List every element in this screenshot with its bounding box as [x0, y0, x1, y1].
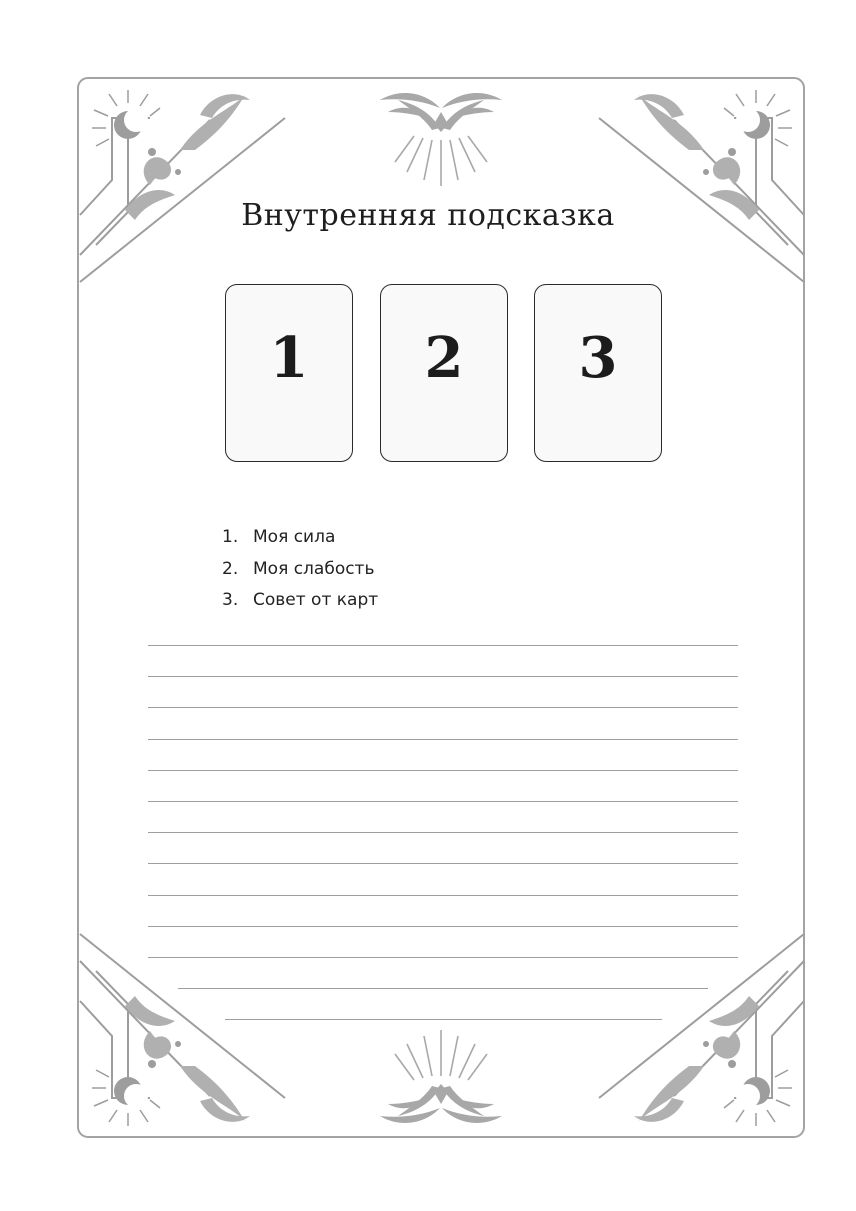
- writing-line[interactable]: [148, 676, 738, 677]
- item-number: 1.: [222, 527, 239, 547]
- writing-line[interactable]: [148, 770, 738, 771]
- writing-line[interactable]: [225, 1019, 662, 1020]
- list-item: [222, 554, 378, 586]
- writing-line[interactable]: [148, 863, 738, 864]
- card-slot-2: [380, 284, 508, 462]
- page-title: Внутренняя подсказка: [241, 198, 615, 233]
- writing-line[interactable]: [148, 832, 738, 833]
- item-label: Моя сила: [253, 527, 336, 547]
- card-slot-3: [534, 284, 662, 462]
- item-label: Совет от карт: [253, 590, 379, 610]
- writing-line[interactable]: [148, 895, 738, 896]
- list-item: [222, 585, 378, 617]
- writing-line[interactable]: [178, 988, 708, 989]
- writing-line[interactable]: [148, 739, 738, 740]
- item-label: Моя слабость: [253, 558, 375, 579]
- card-slot-1: [225, 284, 353, 462]
- writing-line[interactable]: [148, 707, 738, 708]
- writing-line[interactable]: [148, 957, 738, 958]
- writing-line[interactable]: [148, 926, 738, 927]
- card-number: 2: [424, 325, 464, 391]
- card-number: 3: [578, 325, 618, 391]
- item-number: 3.: [222, 590, 239, 610]
- item-number: 2.: [222, 558, 239, 579]
- writing-line[interactable]: [148, 801, 738, 802]
- list-item: [222, 522, 378, 554]
- card-number: 1: [269, 325, 309, 391]
- position-list: [222, 522, 378, 617]
- writing-line[interactable]: [148, 645, 738, 646]
